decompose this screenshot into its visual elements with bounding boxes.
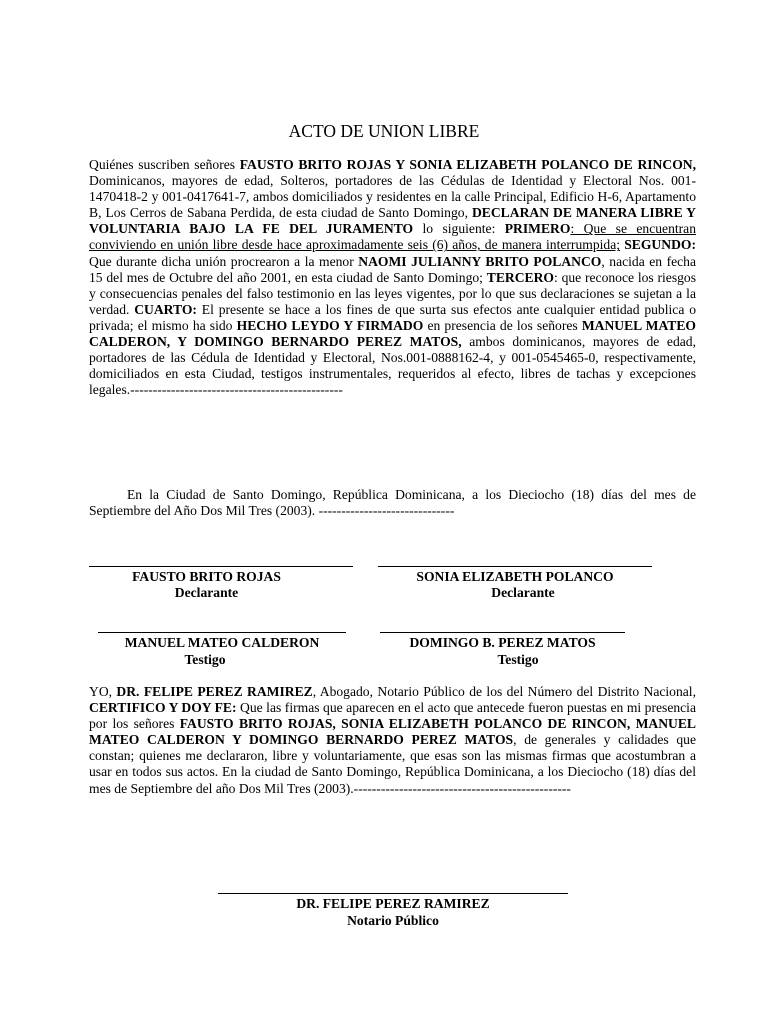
signature-line — [89, 566, 353, 567]
text-run: , Abogado, Notario Público de los del Número del Distrito Nacional, — [312, 684, 696, 699]
signer-name: MANUEL MATEO CALDERON — [124, 635, 320, 650]
text-run: Que durante dicha unión procrearon a la menor — [89, 253, 359, 269]
text-run: Quiénes suscriben señores — [89, 157, 240, 172]
underlined-text: : Que se encuentran conviviendo en unión libre desde hace aproximadamente seis (6) años, de manera interrumpida; — [89, 221, 696, 253]
text-run: en presencia de los señores — [423, 317, 582, 333]
declaration-paragraph — [89, 157, 696, 398]
declaration-clause: DECLARAN DE MANERA LIBRE Y VOLUNTARIA BAJO LA FE DEL JURAMENTO — [89, 205, 696, 237]
text-run: lo siguiente: — [413, 221, 505, 237]
text-run: , nacida en fecha 15 del mes de Octubre del año 2001, en esta ciudad de Santo Domingo; — [89, 253, 696, 285]
notary-role: Notario Público — [347, 913, 439, 928]
clause-primero: PRIMERO — [504, 221, 571, 237]
text-run: Dominicanos, mayores de edad, Solteros, portadores de las Cédulas de Identidad y Electoral Nos. 001-1470418-2 y 001-0417641-7, ambos domiciliados y residentes en la calle Principal, Edificio H-6, Apartamento B, Los Cerros de Sabana Perdida, de esta ciudad de Santo Domingo, — [89, 173, 696, 221]
notary-signature-line — [218, 893, 568, 894]
document-title: ACTO DE UNION LIBRE — [288, 121, 480, 141]
child-name: NAOMI JULIANNY BRITO POLANCO — [358, 253, 602, 269]
certification-clause: CERTIFICO Y DOY FE: — [89, 700, 237, 716]
text-run: Que las firmas que aparecen en el acto que antecede fueron puestas en mi presencia por los señores — [89, 700, 696, 732]
declarants-names: FAUSTO BRITO ROJAS Y SONIA ELIZABETH POLANCO DE RINCON, — [239, 157, 696, 172]
notary-certification-paragraph — [89, 684, 696, 797]
text-run: El presente se hace a los fines de que surta sus efectos ante cualquier entidad publica o privada; el mismo ha sido — [89, 301, 696, 333]
signer-role: Declarante — [491, 585, 555, 600]
signature-line — [380, 632, 625, 633]
signer-role: Testigo — [184, 652, 226, 667]
clause-cuarto: CUARTO: — [134, 301, 197, 317]
clause-tercero: TERCERO — [486, 269, 554, 285]
signer-name: SONIA ELIZABETH POLANCO — [416, 569, 614, 584]
signer-name: FAUSTO BRITO ROJAS — [132, 569, 281, 584]
signer-role: Declarante — [174, 585, 239, 600]
date-paragraph — [89, 487, 696, 519]
witnesses-names: MANUEL MATEO CALDERON, Y DOMINGO BERNARDO PEREZ MATOS, — [89, 317, 696, 350]
text-run: ambos dominicanos, mayores de edad, portadores de las Cédula de Identidad y Electoral, Nos.001-0888162-4, y 001-0545465-0, respectivamente, domiciliados en esta Ciudad, testigos instrumentales, requeridos al efecto, libres de tachas y excepciones legales.----------------------------------------------- — [89, 334, 696, 398]
text-run: , de generales y calidades que constan; quienes me declararon, libre y voluntariamente, que esas son las mismas firmas que acostumbran a usar en todos sus actos. En la ciudad de Santo Domingo, República Dominicana, a los Dieciocho (18) días del mes de Septiembre del año Dos Mil Tres (2003).------------------------------------------------ — [89, 732, 696, 796]
notary-name-inline: DR. FELIPE PEREZ RAMIREZ — [116, 684, 313, 699]
signers-names: FAUSTO BRITO ROJAS, SONIA ELIZABETH POLANCO DE RINCON, MANUEL MATEO CALDERON Y DOMINGO BERNARDO PEREZ MATOS — [89, 716, 696, 748]
text-run: YO, — [89, 684, 117, 699]
text-run: : que reconoce los riesgos y consecuencias penales del falso testimonio en las leyes vigentes, por lo que sus declaraciones se sujetan a la verdad. — [89, 269, 697, 317]
signed-clause: HECHO LEYDO Y FIRMADO — [236, 317, 424, 333]
clause-segundo: SEGUNDO: — [624, 237, 696, 253]
signer-name: DOMINGO B. PEREZ MATOS — [409, 635, 596, 650]
signer-role: Testigo — [497, 652, 539, 667]
notary-name: DR. FELIPE PEREZ RAMIREZ — [296, 896, 490, 911]
signature-line — [378, 566, 652, 567]
signature-line — [98, 632, 346, 633]
text-run: En la Ciudad de Santo Domingo, República Dominicana, a los Dieciocho (18) días del mes de Septiembre del Año Dos Mil Tres (2003). ------------------------------ — [89, 487, 696, 519]
